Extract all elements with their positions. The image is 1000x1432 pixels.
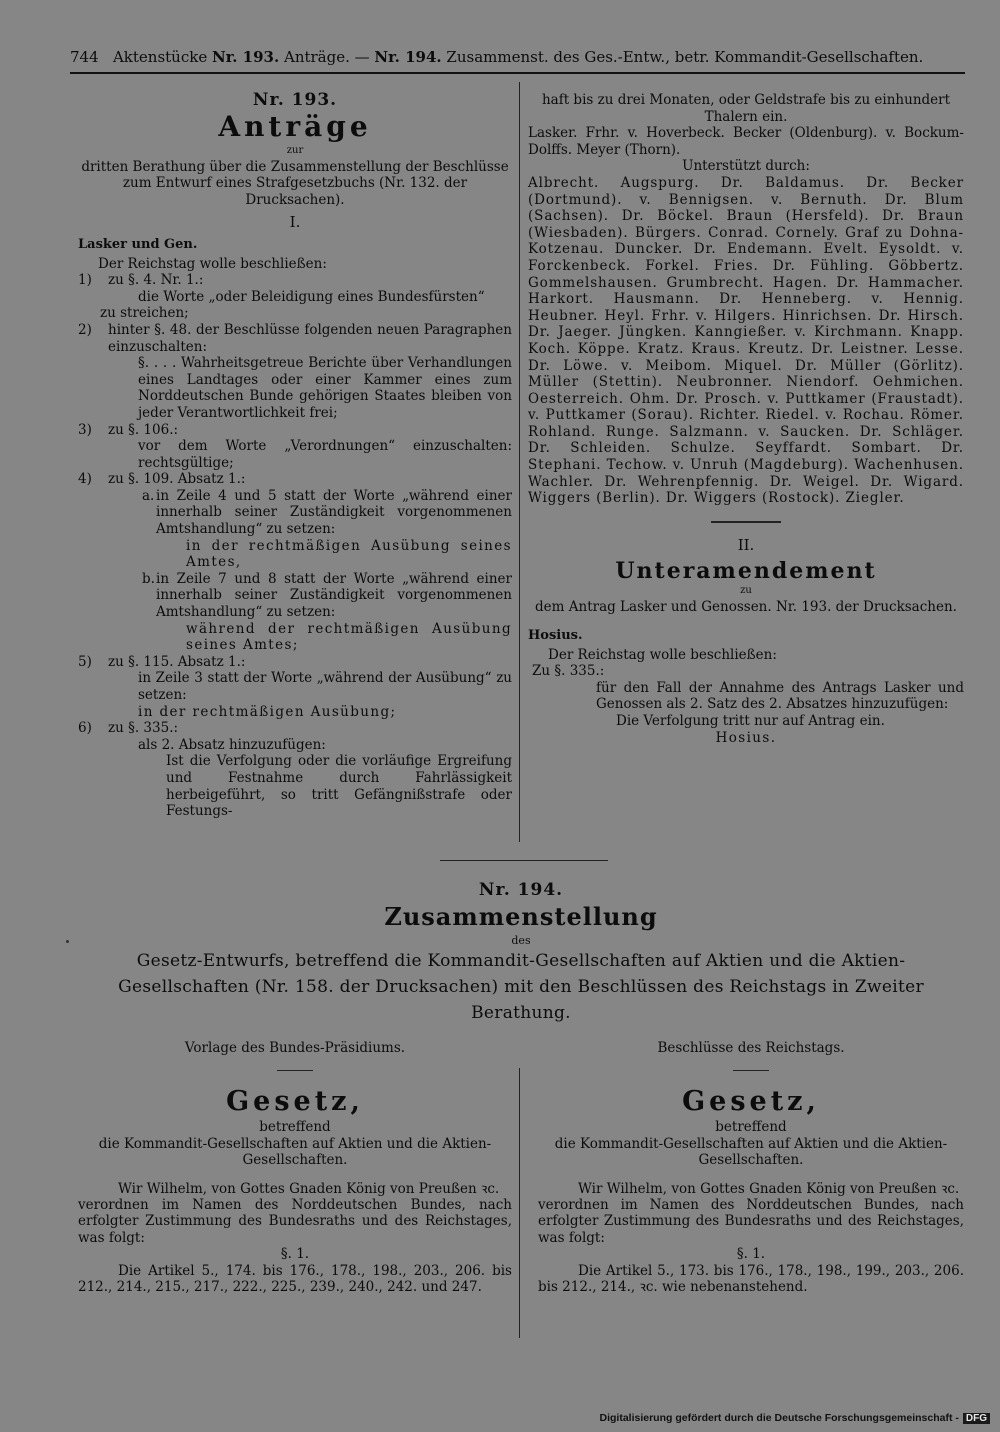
betreffend-right: betreffend xyxy=(715,1119,787,1136)
nr194-number: Nr. 194. xyxy=(478,880,564,900)
verordnen-right: verordnen im Namen des Norddeutschen Bundes, nach erfolgter Zustimmung des Bundesraths und des Reichstages, was folgt: xyxy=(538,1197,964,1246)
header-mid: Anträge. — xyxy=(283,48,370,66)
header-nr2: Nr. 194. xyxy=(374,48,442,66)
comparison-columns xyxy=(78,1040,964,1295)
nr193-subtitle: dritten Berathung über die Zusammenstellung der Beschlüsse zum Entwurf eines Strafgesetzbuchs (Nr. 132. der Drucksachen). xyxy=(81,158,509,208)
resolve-text: Der Reichstag wolle beschließen: xyxy=(98,255,327,272)
unteramendement-subtitle: dem Antrag Lasker und Genossen. Nr. 193. der Drucksachen. xyxy=(535,599,957,616)
gesetz-heading-right: Gesetz, xyxy=(682,1086,820,1118)
vorlage-heading: Vorlage des Bundes-Präsidiums. xyxy=(184,1040,406,1056)
column-divider xyxy=(519,82,520,842)
resolve-text-2: Der Reichstag wolle beschließen: xyxy=(548,646,777,663)
item-1-text: die Worte „oder Beleidigung eines Bundesfürsten“ xyxy=(138,288,485,305)
item-4a-replacement: in der rechtmäßigen Ausübung seines Amtes, xyxy=(186,537,512,571)
item-6-body: als 2. Absatz hinzuzufügen: xyxy=(138,736,326,753)
para1-right: §. 1. xyxy=(736,1246,766,1263)
signers: Lasker. Frhr. v. Hoverbeck. Becker (Oldenburg). v. Bockum-Dolffs. Meyer (Thorn). xyxy=(528,125,964,158)
nr193-number: Nr. 193. xyxy=(252,90,338,110)
supporters-list: Albrecht. Augspurg. Dr. Baldamus. Dr. Becker (Dortmund). v. Bennigsen. v. Bernuth. Dr. Blum (Sachsen). Dr. Böckel. Braun (Hersfeld). Dr. Braun (Wiesbaden). Bürgers. Conrad. Cornely. Graf zu Dohna-Kotzenau. Duncker. Dr. Endemann. Evelt. Eysoldt. v. Forckenbeck. Forkel. Fries. Dr. Fühling. Göbbertz. Gommelshausen. Grumbrecht. Hagen. Dr. Hammacher. Harkort. Hausmann. Dr. Henneberg. v. Hennig. Heubner. Heyl. Frhr. v. Hilgers. Hinrichsen. Dr. Hirsch. Dr. Jaeger. Jüngken. Kanngießer. v. Kirchmann. Knapp. Koch. Köppe. Kratz. Kraus. Kreutz. Dr. Leistner. Lesse. Dr. Löwe. v. Meibom. Miquel. Dr. Müller (Görlitz). Müller (Stettin). Neubronner. Niendorf. Oehmichen. Oesterreich. Ohm. Dr. Prosch. v. Puttkamer (Fraustadt). v. Puttkamer (Sorau). Richter. Riedel. v. Rochau. Römer. Rohland. Runge. Salzmann. v. Saucken. Dr. Schläger. Dr. Schleiden. Schulze. Seyffardt. Sombart. Dr. Stephani. Techow. v. Unruh (Magdeburg). Wachenhusen. Wachler. Dr. Wehrenpfennig. Dr. Weigel. Dr. Wigard. Wiggers (Berlin). Dr. Wiggers (Rostock). Ziegler. xyxy=(528,174,964,507)
wir-left: Wir Wilhelm, von Gottes Gnaden König von Preußen ꝛc. xyxy=(118,1180,500,1197)
vorlage-rule xyxy=(277,1070,313,1071)
left-column xyxy=(78,92,512,820)
right-column xyxy=(528,92,964,746)
header-left: Aktenstücke xyxy=(112,48,208,66)
betreffend-left: betreffend xyxy=(259,1119,331,1136)
para1-left: §. 1. xyxy=(280,1246,310,1263)
page-number: 744 xyxy=(70,48,99,66)
item-5-body: in Zeile 3 statt der Worte „während der Ausübung“ zu setzen: xyxy=(138,670,512,703)
nr194-title: Zusammenstellung xyxy=(384,902,658,931)
unteramendement-title: Unteramendement xyxy=(615,558,877,585)
item-1: 1) zu §. 4. Nr. 1.: xyxy=(78,272,204,289)
dfg-logo: DFG xyxy=(963,1413,990,1424)
nr193-title: Anträge xyxy=(218,109,372,143)
item-4: 4) zu §. 109. Absatz 1.: xyxy=(78,471,246,488)
artikel-left: Die Artikel 5., 174. bis 176., 178., 198., 203., 206. bis 212., 214., 215., 217., 222., 225., 239., 240., 242. und 247. xyxy=(78,1262,512,1296)
footer-credit xyxy=(600,1412,991,1424)
des-label: des xyxy=(511,934,531,947)
item-4b-replacement: während der rechtmäßigen Ausübung seines Amtes; xyxy=(186,620,512,654)
zu-335: Zu §. 335.: xyxy=(532,663,605,680)
running-header xyxy=(70,46,965,68)
beschluesse-rule xyxy=(733,1070,769,1071)
beschluesse-heading: Beschlüsse des Reichstags. xyxy=(657,1040,845,1056)
hosius-name: Hosius. xyxy=(528,628,583,644)
supported-label: Unterstützt durch: xyxy=(682,158,810,175)
section-I: I. xyxy=(289,213,301,232)
item-4b: b. in Zeile 7 und 8 statt der Worte „während einer innerhalb seiner Zuständigkeit vorgenommenen Amtshandlung“ zu setzen: xyxy=(142,570,512,621)
item-4a: a. in Zeile 4 und 5 statt der Worte „während einer innerhalb seiner Zuständigkeit vorgenommenen Amtshandlung“ zu setzen: xyxy=(142,487,512,538)
continued-text: haft bis zu drei Monaten, oder Geldstrafe bis zu einhundert Thalern ein. xyxy=(541,92,951,125)
mover-name: Lasker und Gen. xyxy=(78,236,198,252)
item-2-body: §. . . . Wahrheitsgetreue Berichte über Verhandlungen eines Landtages oder einer Kammer eines zum Norddeutschen Bunde gehörigen Staates bleiben von jeder Verantwortlichkeit frei; xyxy=(138,355,512,421)
zu-label: zu xyxy=(740,585,752,597)
section-II: II. xyxy=(737,535,755,554)
verordnen-left: verordnen im Namen des Norddeutschen Bundes, nach erfolgter Zustimmung des Bundesraths und des Reichstages, was folgt: xyxy=(78,1197,512,1246)
nr194-section xyxy=(78,880,964,1026)
footer-text: Digitalisierung gefördert durch die Deutsche Forschungsgemeinschaft - xyxy=(599,1412,959,1424)
header-rest: Zusammenst. des Ges.-Entw., betr. Kommandit-Gesellschaften. xyxy=(446,48,924,66)
signer-hosius: Hosius. xyxy=(715,729,777,746)
zu-335-text: Die Verfolgung tritt nur auf Antrag ein. xyxy=(616,713,885,729)
beschluesse-column xyxy=(522,1040,964,1295)
item-1-text-b: zu streichen; xyxy=(100,305,189,322)
scan-speck xyxy=(66,940,69,943)
item-6: 6) zu §. 335.: xyxy=(78,720,179,737)
zu-335-body: für den Fall der Annahme des Antrags Lasker und Genossen als 2. Satz des 2. Absatzes hinzuzufügen: xyxy=(596,679,964,713)
item-5: 5) zu §. 115. Absatz 1.: xyxy=(78,653,246,670)
nr194-long-title: Gesetz-Entwurfs, betreffend die Kommandit-Gesellschaften auf Aktien und die Aktien-Gesellschaften (Nr. 158. der Drucksachen) mit den Beschlüssen des Reichstags in Zweiter Berathung. xyxy=(118,951,924,1023)
header-rule xyxy=(70,72,965,74)
header-nr1: Nr. 193. xyxy=(211,48,280,66)
item-2: 2) hinter §. 48. der Beschlüsse folgenden neuen Paragraphen einzuschalten: xyxy=(78,321,512,355)
section-separator xyxy=(440,860,608,861)
item-3: 3) zu §. 106.: xyxy=(78,421,179,438)
gesetz-heading-left: Gesetz, xyxy=(226,1086,364,1118)
gesetz-sub-right: die Kommandit-Gesellschaften auf Aktien und die Aktien-Gesellschaften. xyxy=(554,1135,948,1169)
item-5-replacement: in der rechtmäßigen Ausübung; xyxy=(138,703,397,720)
wir-right: Wir Wilhelm, von Gottes Gnaden König von Preußen ꝛc. xyxy=(578,1180,960,1197)
artikel-right: Die Artikel 5., 173. bis 176., 178., 198., 199., 203., 206. bis 212., 214., ꝛc. wie nebenanstehend. xyxy=(538,1262,964,1296)
item-6-text: Ist die Verfolgung oder die vorläufige Ergreifung und Festnahme durch Fahrlässigkeit herbeigeführt, so tritt Gefängnißstrafe oder Festungs- xyxy=(166,753,512,820)
section-rule xyxy=(711,521,781,523)
vorlage-column xyxy=(78,1040,520,1295)
zur-label: zur xyxy=(286,144,304,156)
item-3-body: vor dem Worte „Verordnungen“ einzuschalten: rechtsgültige; xyxy=(138,438,512,471)
gesetz-sub-left: die Kommandit-Gesellschaften auf Aktien und die Aktien-Gesellschaften. xyxy=(98,1135,492,1169)
